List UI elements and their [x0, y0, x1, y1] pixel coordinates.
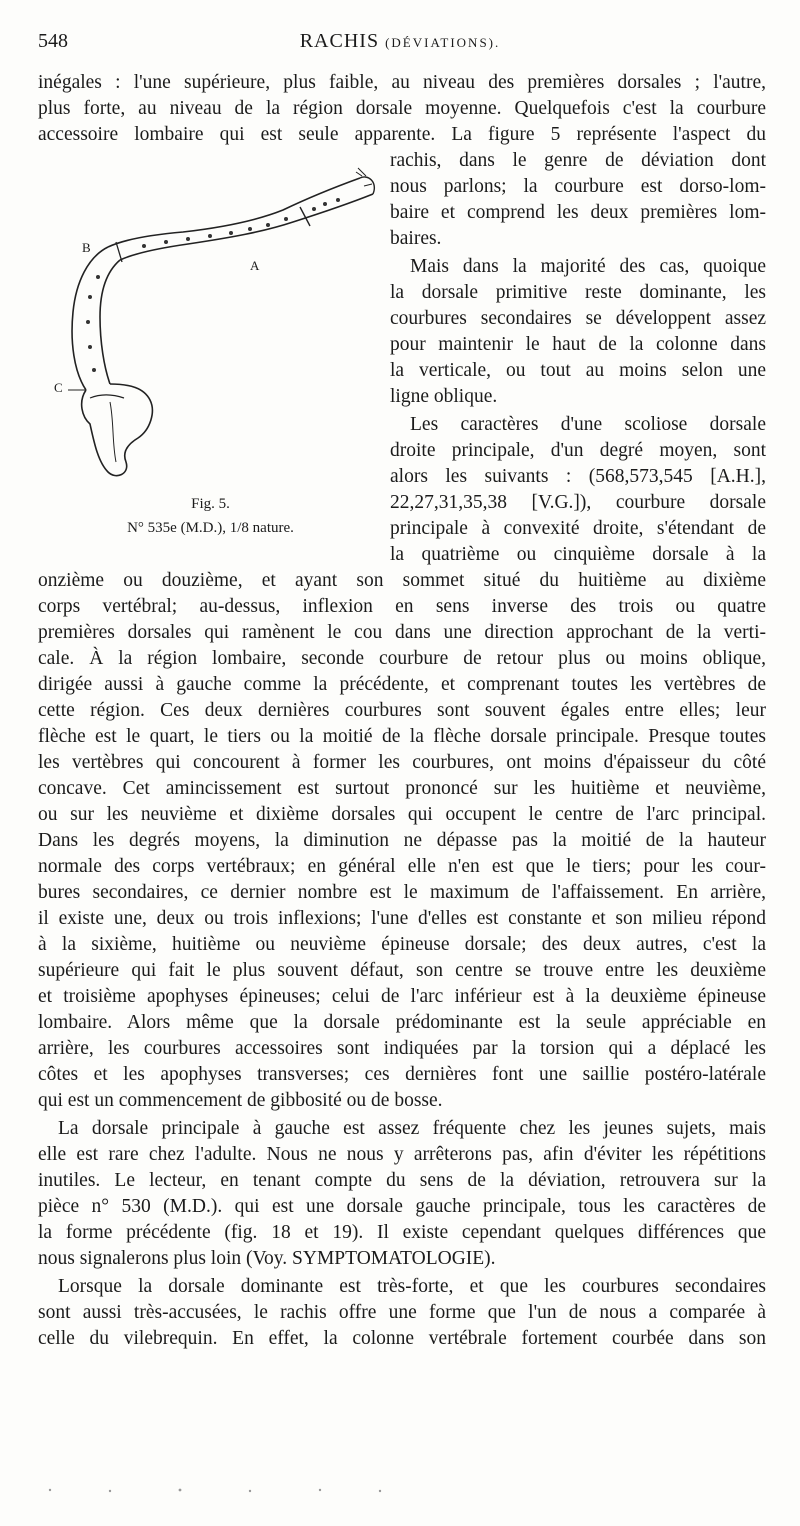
text-line: onzième ou douzième, et ayant son sommet situé du huitième au dixième — [38, 570, 766, 591]
page-header — [38, 30, 762, 54]
text-line: courbures secondaires se développent assez — [390, 308, 766, 329]
text-line: corps vertébral; au-dessus, inflexion en sens inverse des trois ou quatre — [38, 596, 766, 617]
text-line: la forme précédente (fig. 18 et 19). Il existe cependant quelques différences que — [38, 1222, 766, 1243]
text-line: qui est un commencement de gibbosité ou de bosse. — [38, 1090, 443, 1111]
text-line: la quatrième ou cinquième dorsale à la — [390, 544, 766, 565]
text-line: supérieure qui fait le plus souvent défaut, son centre se trouve entre les deuxième — [38, 960, 766, 981]
text-line: alors les suivants : (568,573,545 [A.H.], — [390, 466, 766, 487]
figure-5 — [38, 162, 383, 582]
text-line: à la sixième, huitième ou neuvième épineuse dorsale; des deux autres, c'est la — [38, 934, 766, 955]
text-line: normale des corps vertébraux; en général elle n'en est que le tiers; pour les cour- — [38, 856, 766, 877]
text-line: ou sur les neuvième et dixième dorsales qui occupent le centre de l'arc principal. — [38, 804, 766, 825]
text-line: cale. À la région lombaire, seconde courbure de retour plus ou moins oblique, — [38, 648, 766, 669]
text-line: droite principale, d'un degré moyen, sont — [390, 440, 766, 461]
figure-label-a: A — [250, 258, 260, 273]
text-line: côtes et les apophyses transverses; ces dernières font une saillie postéro-latérale — [38, 1064, 766, 1085]
text-line: cette région. Ces deux dernières courbures sont souvent égales entre elles; leur — [38, 700, 766, 721]
text-line: concave. Cet amincissement est surtout prononcé sur les huitième et neuvième, — [38, 778, 766, 799]
text-line: flèche est le quart, le tiers ou la moitié de la flèche dorsale principale. Presque toutes — [38, 726, 766, 747]
text-line: la verticale, ou tout au moins selon une — [390, 360, 766, 381]
scan-artifacts — [40, 1480, 440, 1500]
text-line: Les caractères d'une scoliose dorsale — [410, 414, 766, 435]
text-line: dirigée aussi à gauche comme la précédente, et comprenant toutes les vertèbres de — [38, 674, 766, 695]
text-line: inutiles. Le lecteur, en tenant compte du sens de la déviation, retrouvera sur la — [38, 1170, 766, 1191]
figure-label-b: B — [82, 240, 91, 255]
text-line: ligne oblique. — [390, 386, 498, 407]
text-line: rachis, dans le genre de déviation dont — [390, 150, 766, 171]
text-line: lombaire. Alors même que la dorsale prédominante est la seule appréciable en — [38, 1012, 766, 1033]
text-line: pour maintenir le haut de la colonne dans — [390, 334, 766, 355]
text-line: celle du vilebrequin. En effet, la colonne vertébrale fortement courbée dans son — [38, 1328, 766, 1349]
text-line: il existe une, deux ou trois inflexions; l'une d'elles est constante et son milieu répond — [38, 908, 766, 929]
running-title — [38, 30, 762, 53]
running-title-main: RACHIS — [299, 30, 380, 52]
text-line: inégales : l'une supérieure, plus faible, au niveau des premières dorsales ; l'autre, — [38, 72, 766, 93]
text-line: premières dorsales qui ramènent le cou dans une direction approchant de la verti- — [38, 622, 766, 643]
text-line: plus forte, au niveau de la région dorsale moyenne. Quelquefois c'est la courbure — [38, 98, 766, 119]
text-line: et troisième apophyses épineuses; celui de l'arc inférieur est à la deuxième épineuse — [38, 986, 766, 1007]
figure-label-c: C — [54, 380, 63, 395]
figure-caption-detail: N° 535e (M.D.), 1/8 nature. — [127, 520, 294, 536]
text-line: arrière, les courbures accessoires sont indiquées par la torsion qui a déplacé les — [38, 1038, 766, 1059]
text-line: La dorsale principale à gauche est assez fréquente chez les jeunes sujets, mais — [58, 1118, 766, 1139]
text-line: la dorsale primitive reste dominante, les — [390, 282, 766, 303]
text-line: principale à convexité droite, s'étendant de — [390, 518, 766, 539]
text-line: sont aussi très-accusées, le rachis offre une forme que l'un de nous a comparée à — [38, 1302, 766, 1323]
text-line: Dans les degrés moyens, la diminution ne dépasse pas la moitié de la hauteur — [38, 830, 766, 851]
text-line: les vertèbres qui concourent à former les courbures, ont moins d'épaisseur du côté — [38, 752, 766, 773]
text-line: baire et comprend les deux premières lom- — [390, 202, 766, 223]
text-line: elle est rare chez l'adulte. Nous ne nous y arrêterons pas, afin d'éviter les répétitions — [38, 1144, 766, 1165]
text-line: pièce n° 530 (M.D.). qui est une dorsale gauche principale, tous les caractères de — [38, 1196, 766, 1217]
text-line: nous parlons; la courbure est dorso-lom- — [390, 176, 766, 197]
figure-caption-title: Fig. 5. — [191, 496, 230, 512]
text-line: accessoire lombaire qui est seule apparente. La figure 5 représente l'aspect du — [38, 124, 766, 145]
spine-illustration — [38, 162, 383, 492]
running-title-sub: (DÉVIATIONS). — [385, 35, 501, 50]
text-line: bures secondaires, ce dernier nombre est le maximum de l'affaissement. En arrière, — [38, 882, 766, 903]
text-line: baires. — [390, 228, 442, 249]
text-line: nous signalerons plus loin (Voy. SYMPTOMATOLOGIE). — [38, 1248, 496, 1269]
text-line: 22,27,31,35,38 [V.G.]), courbure dorsale — [390, 492, 766, 513]
text-line: Mais dans la majorité des cas, quoique — [410, 256, 766, 277]
page-number: 548 — [38, 30, 68, 52]
text-line: Lorsque la dorsale dominante est très-forte, et que les courbures secondaires — [58, 1276, 766, 1297]
